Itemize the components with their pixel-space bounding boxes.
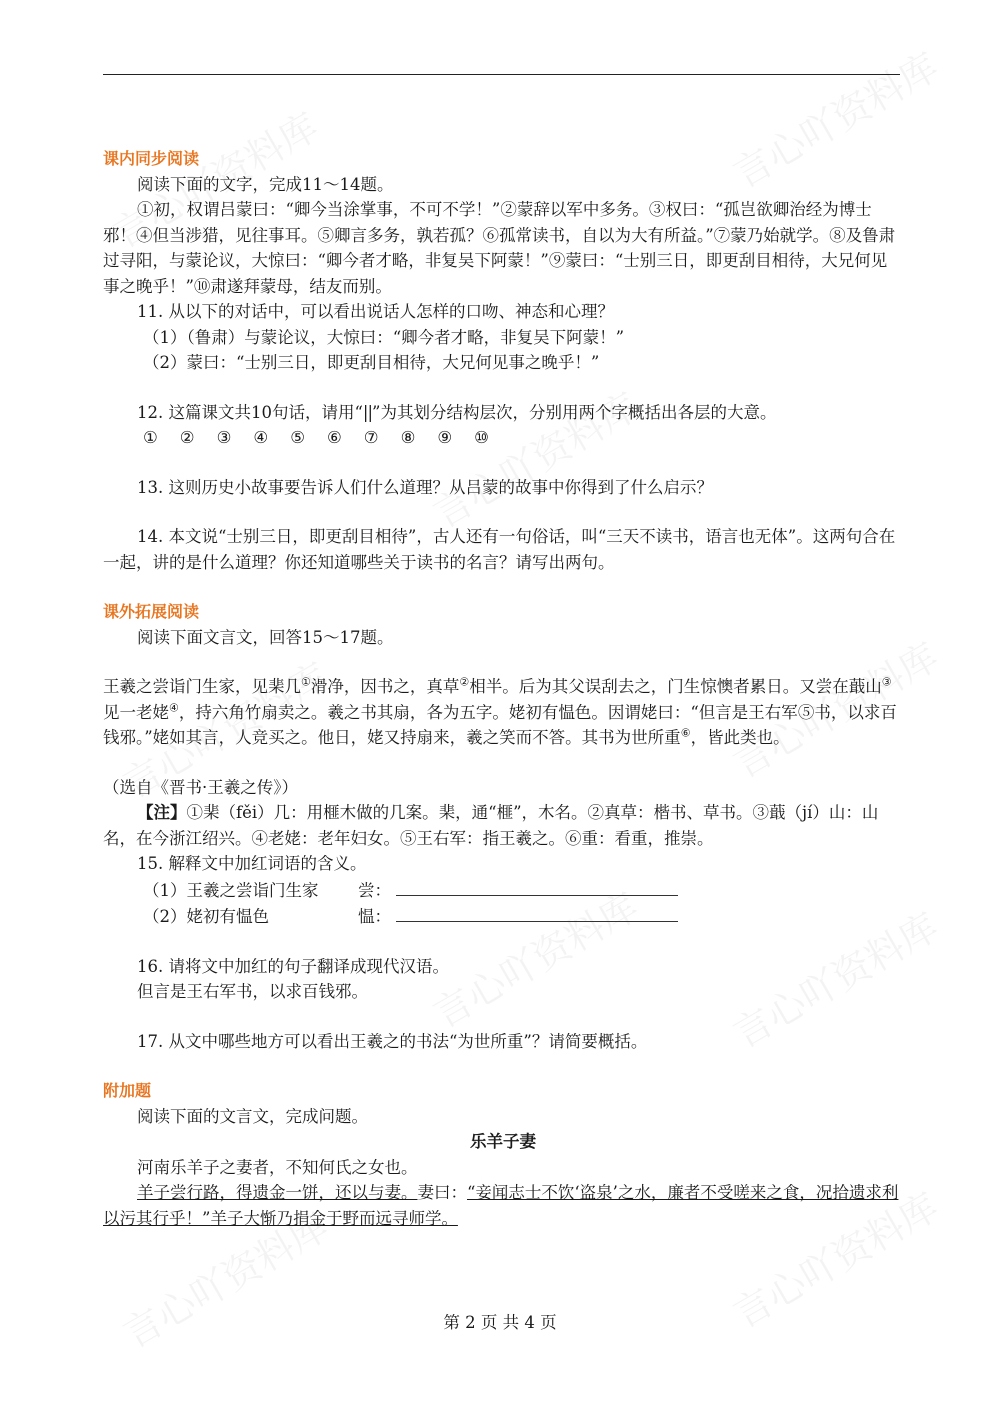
s3-line-1: 河南乐羊子之妻者，不知何氏之女也。	[137, 1157, 418, 1177]
q12-text-a: 12. 这篇课文共10句话，请用“	[137, 402, 363, 422]
footnote-mark: ④	[169, 701, 179, 714]
sentence-number: ③	[216, 428, 232, 447]
sentence-number: ④	[253, 428, 269, 447]
passage-text: ，皆此类也。	[690, 728, 790, 747]
q12-text-b: ”为其划分结构层次，分别用两个字概括出各层的大意。	[372, 402, 777, 422]
sentence-number: ⑤	[290, 428, 305, 447]
q11: 11. 从以下的对话中，可以看出说话人怎样的口吻、神态和心理？	[137, 302, 614, 321]
sentence-number: ⑦	[363, 428, 379, 447]
q15-item-1-word: 尝：	[358, 880, 391, 900]
sentence-number: ⑩	[474, 428, 489, 447]
q12-bars: ||	[362, 402, 373, 422]
sentence-number: ②	[179, 428, 195, 447]
s2-passage	[103, 674, 903, 751]
passage-text: ，持六角竹扇卖之。羲之书其扇，各为五字。姥初有愠色。因谓姥曰：“但言是王右军	[178, 702, 798, 722]
passage-text: 妻曰：	[417, 1183, 467, 1202]
page-footer: 第 2 页 共 4 页	[443, 1313, 557, 1332]
underlined-sentence: “妾闻志士不饮‘盗泉’之水，廉者不受嗟来之食，况拾遗求利以污其行乎！”	[103, 1183, 899, 1228]
q14: 14. 本文说“士别三日，即更刮目相待”，古人还有一句俗话，叫“三天不读书，语言也无体”。这两句合在一起，讲的是什么道理？你还知道哪些关于读书的名言？请写出两句。	[103, 527, 896, 572]
answer-blank[interactable]	[396, 877, 678, 896]
footnote-mark: ①	[301, 675, 311, 689]
passage-text: 王羲之尝诣门生家，见棐几	[103, 677, 301, 696]
s1-intro: 阅读下面的文字，完成11～14题。	[137, 174, 394, 194]
underlined-sentence: 羊子大惭乃捐金于野而远寻师学。	[210, 1208, 458, 1228]
q11-item-1: （1）（鲁肃）与蒙论议，大惊曰：“卿今者才略，非复吴下阿蒙！”	[143, 327, 625, 347]
passage-text: 相半。后为其父误刮去之，门生惊懊者累日。又尝在蕺山	[469, 677, 882, 696]
q15-item-1	[103, 877, 903, 904]
footnote-mark: ⑥	[680, 726, 691, 740]
s3-passage	[103, 1180, 903, 1231]
s3-intro: 阅读下面的文言文，完成问题。	[137, 1106, 368, 1126]
q12-sentence-numbers	[103, 425, 903, 451]
q16: 16. 请将文中加红的句子翻译成现代汉语。	[137, 956, 449, 976]
passage-text: 见一老姥	[103, 702, 169, 722]
answer-blank[interactable]	[396, 903, 678, 922]
footnote-mark: ⑤	[797, 702, 815, 722]
s2-notes	[103, 800, 903, 851]
sentence-number: ①	[143, 428, 158, 447]
sentence-number: ⑥	[326, 428, 342, 447]
sentence-number: ⑨	[437, 428, 453, 447]
section-title-bonus: 附加题	[103, 1081, 152, 1100]
q15: 15. 解释文中加红词语的含义。	[137, 854, 367, 873]
q16-sentence: 但言是王右军书，以求百钱邪。	[137, 982, 368, 1001]
section-title-extended: 课外拓展阅读	[103, 602, 200, 621]
q11-item-2: （2）蒙曰：“士别三日，即更刮目相待，大兄何见事之晚乎！”	[143, 353, 600, 372]
passage-text: 书，以求百钱邪。”姥如其言，人竞买之。他日，姥又持扇来，羲之笑而不答。其书为世所重	[103, 702, 897, 747]
passage-text: 滑净，因书之，真草	[310, 677, 460, 696]
s1-passage: ①初，权谓吕蒙曰：“卿今当涂掌事，不可不学！”②蒙辞以军中多务。③权曰：“孤岂欲卿治经为博士邪！④但当涉猎，见往事耳。⑤卿言多务，孰若孤？⑥孤常读书，自以为大有所益。”⑦蒙乃始就学。⑧及鲁肃过寻阳，与蒙论议，大惊曰：“卿今者才略，非复吴下阿蒙！”⑨蒙曰：“士别三日，即更刮目相待，大兄何见事之晚乎！”⑩肃遂拜蒙母，结友而别。	[103, 200, 896, 296]
q15-item-2-word: 愠：	[358, 907, 391, 926]
sentence-number: ⑧	[400, 428, 416, 447]
q17: 17. 从文中哪些地方可以看出王羲之的书法“为世所重”？请简要概括。	[137, 1031, 648, 1051]
note-text: ①棐（fěi）几：用榧木做的几案。棐，通“榧”，木名。②真草：楷书、草书。③蕺（jí）山：山名，在今浙江绍兴。④老姥：老年妇女。⑤王右军：指王羲之。⑥重：看重，推崇。	[103, 803, 879, 848]
header-rule	[103, 74, 900, 75]
q13: 13. 这则历史小故事要告诉人们什么道理？从吕蒙的故事中你得到了什么启示？	[137, 477, 713, 497]
footnote-mark: ②	[459, 675, 470, 689]
footnote-mark: ③	[881, 675, 892, 689]
underlined-sentence: 羊子尝行路，得遗金一饼，还以与妻。	[137, 1183, 418, 1202]
section-title-in-class: 课内同步阅读	[103, 149, 200, 168]
s3-passage-title: 乐羊子妻	[470, 1132, 536, 1151]
s2-source: （选自《晋书·王羲之传》）	[103, 777, 298, 797]
q15-item-2	[103, 903, 903, 930]
q15-item-1-sentence: （1）王羲之尝诣门生家	[143, 880, 319, 900]
note-label: 【注】	[137, 803, 187, 822]
s2-intro: 阅读下面文言文，回答15～17题。	[137, 627, 394, 647]
q15-item-2-sentence: （2）姥初有愠色	[143, 907, 269, 926]
q12	[103, 400, 903, 426]
page-body	[103, 146, 903, 1231]
